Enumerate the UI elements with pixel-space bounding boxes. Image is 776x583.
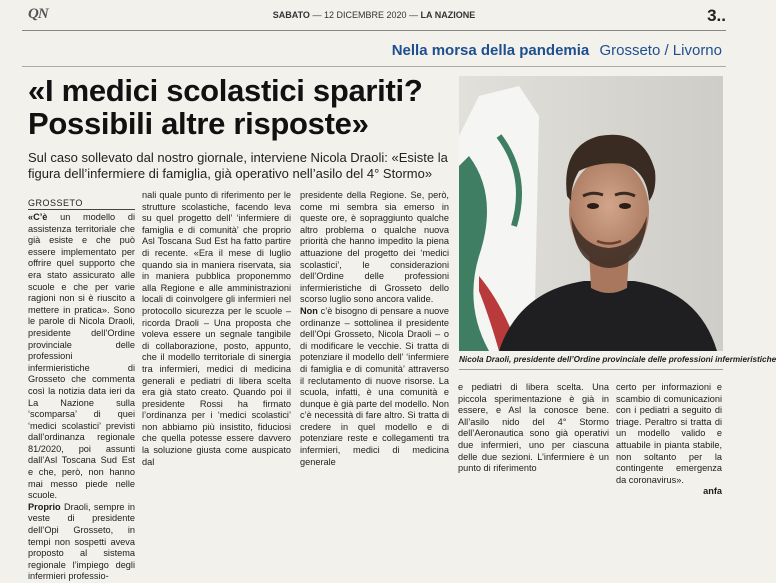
article-subhead: Sul caso sollevato dal nostro giornale, interviene Nicola Draoli: «Esiste la figura dell’infermiere di famiglia, già operativo nell’asilo del 4° Stormo» — [28, 150, 448, 181]
paragraph-text: e pediatri di libera scelta. Una piccola sperimentazione è già in essere, e Asl la conosce bene. All’asilo nido del 4° Stormo dell’Aeronautica sono già operativi due infermieri, uno per ciascuna delle due sezioni. L’infermiere è un punto di riferimento — [458, 382, 609, 474]
lead-word: Non — [300, 305, 318, 316]
paragraph-text: un modello di assistenza territoriale che già esiste e che può essere implementato per offrire quel supporto che era stato assicurato alle scuole e che per varie ragioni non si è riuscito a mettere in pratica». Sono le parole di Nicola Draoli, presidente dell’Ordine provinciale delle professioni infermieristiche di Grosseto che commenta così la notizia data ieri da La Nazione sulla ‘scomparsa’ di quei ‘medici scolastici’ previsti dall’ordinanza regionale 81/2020, poi assunti dall’Asl Toscana Sud Est e che, però, non hanno mai messo piede nelle scuole. — [28, 212, 135, 501]
issue-day: SABATO — [272, 10, 310, 20]
paragraph-text: c’è bisogno di pensare a nuove ordinanze – sottolinea il presidente dell’Opi Grosseto, Nicola Draoli – o di modificare le vecchie. Si tratta di potenziare il modello dell’ ‘infermiere di famiglia e di comunità’ attraverso il reclutamento di nuove risorse. La scuola, infatti, è una comunità e dunque è già parte del modello. Non c’è necessità di fare altro. Si tratta di credere in quel modello e di potenziare reste e collegamenti tra infermieri, medici di medicina generale — [300, 305, 449, 467]
article-column-1 — [28, 212, 135, 583]
paragraph-text: presidente della Regione. Se, però, come mi sembra sia emerso in queste ore, è sopraggiunto qualche altro problema o qualche nuova priorità che hanno impedito la piena attuazione del progetto dei ‘medici scolastici’, le considerazioni dell’Ordine delle professioni infermieristiche di Grosseto dello scorso luglio sono ancora valide. — [300, 190, 449, 305]
article-headline: «I medici scolastici spariti? Possibili altre risposte» — [28, 73, 423, 141]
masthead — [0, 0, 748, 26]
dateline-rule — [28, 209, 135, 210]
article-column-3 — [300, 190, 449, 468]
top-rule — [22, 30, 726, 31]
portrait-illustration — [459, 76, 723, 351]
dateline-bar — [0, 10, 748, 20]
paragraph-1 — [28, 212, 135, 502]
article-column-5 — [616, 382, 722, 498]
paper-logo: QN — [28, 6, 48, 22]
paragraph-2 — [28, 502, 135, 583]
dash-1: — — [312, 10, 324, 20]
issue-date: 12 DICEMBRE 2020 — [323, 10, 407, 20]
paper-name: LA NAZIONE — [420, 10, 476, 20]
page-number: 3.. — [707, 6, 726, 25]
section-rule — [22, 66, 726, 67]
paragraph-3 — [300, 306, 449, 468]
paragraph-text: Draoli, sempre in veste di presidente dell’Opi Grosseto, in tempi non sospetti aveva proposto al sistema regionale l’impiego degli infermieri professio- — [28, 501, 135, 582]
paragraph-text: nali quale punto di riferimento per le strutture scolastiche, facendo leva su quel progetto dell’ ‘infermiere di famiglia e di comunità’ che proprio Asl Toscana Sud Est ha fatto partire di recente. «Era il mese di luglio quando sia in maniera riservata, sia in maniera pubblica proponemmo alla Regione e alle amministrazioni locali di coinvolgere gli infermieri nel protocollo sicurezza per le scuole – ricorda Draoli – Una proposta che voleva essere un segnale tangibile di collaborazione, posto, appunto, che il modello territoriale di sinergia tra infermieri, medici di medicina generali e pediatri di libera scelta era già stato creato. Quando poi il presidente Rossi ha firmato l’ordinanza per i ‘medici scolastici’ non abbiamo più insistito, fiduciosi che quella potesse essere davvero la soluzione giusta come auspicato dal — [142, 190, 291, 467]
section-place: Grosseto / Livorno — [599, 42, 722, 59]
lead-word: «C’è — [28, 212, 48, 222]
photo-caption: Nicola Draoli, presidente dell’Ordine provinciale delle professioni infermieristiche — [459, 355, 776, 364]
paragraph-text: certo per informazioni e scambio di comunicazioni con i pediatri a seguito di triage. Peraltro si tratta di un modello valido e attuabile in pianta stabile, non soltanto per la contingente emergenza da coronavirus». — [616, 382, 722, 485]
article-column-2 — [142, 190, 291, 468]
caption-rule — [459, 369, 723, 370]
portrait-photo — [459, 76, 723, 351]
article-dateline: GROSSETO — [28, 198, 83, 208]
dash-2: — — [409, 10, 421, 20]
author-signature: anfa — [703, 486, 722, 497]
lead-word: Proprio — [28, 501, 61, 512]
article-column-4 — [458, 382, 609, 475]
section-kicker: Nella morsa della pandemia — [391, 42, 590, 59]
section-header — [392, 42, 722, 59]
